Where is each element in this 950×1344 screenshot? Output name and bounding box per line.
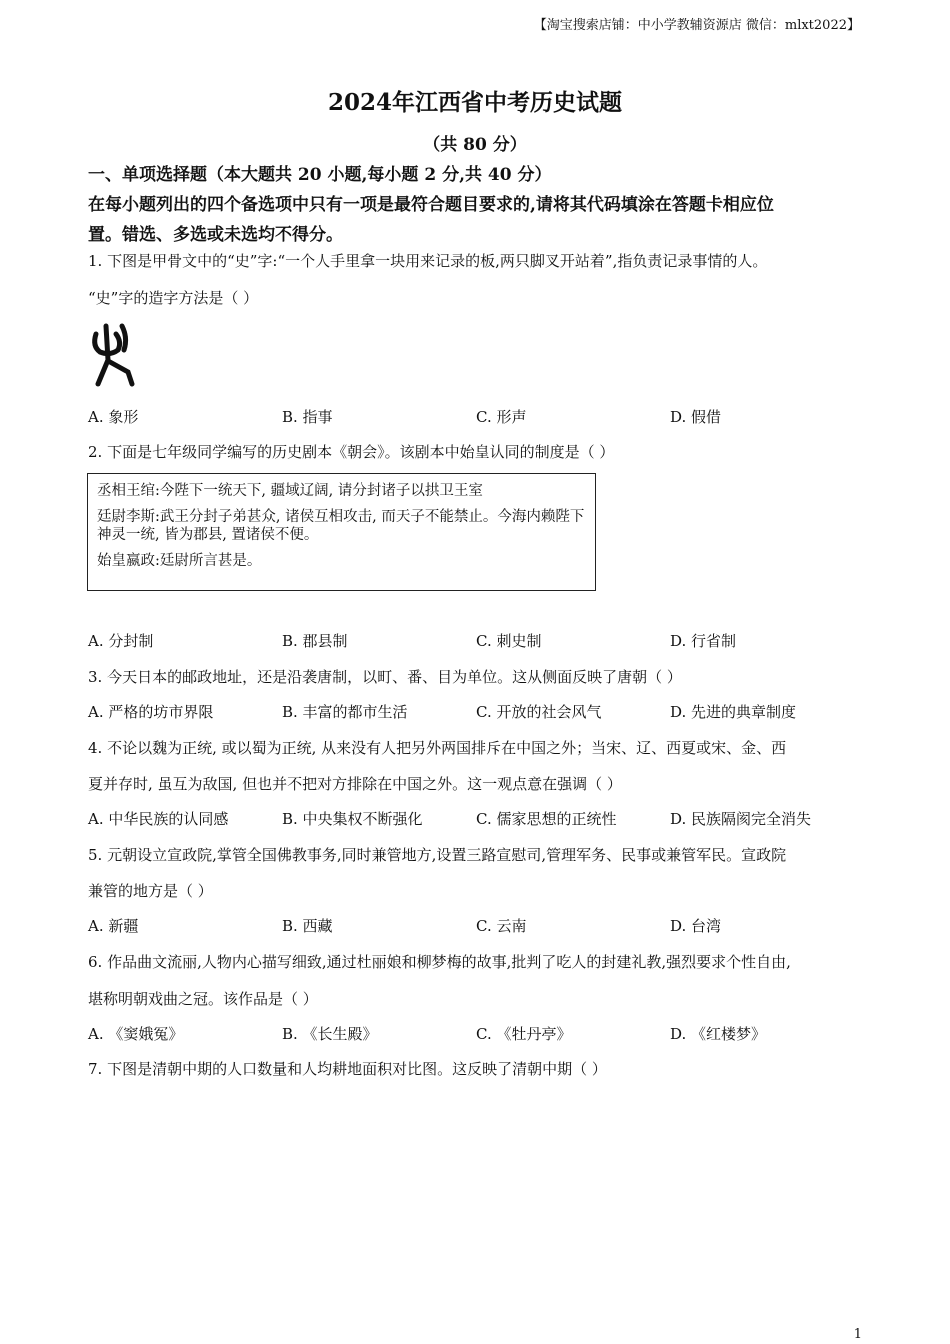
option-d[interactable]: D. 行省制 bbox=[670, 632, 737, 650]
option-b[interactable]: B. 郡县制 bbox=[282, 632, 348, 650]
header-note: 【淘宝搜索店铺：中小学教辅资源店 微信：mlxt2022】 bbox=[533, 18, 860, 33]
option-a[interactable]: A. 《窦娥冤》 bbox=[88, 1025, 184, 1043]
script-line-1: 丞相王绾:今陛下一统天下, 疆域辽阔, 请分封诸子以拱卫王室 bbox=[97, 483, 483, 499]
question-7-stem: 7. 下图是清朝中期的人口数量和人均耕地面积对比图。这反映了清朝中期（ ） bbox=[88, 1060, 607, 1078]
script-line-2: 廷尉李斯:武王分封子弟甚众, 诸侯互相攻击, 而天子不能禁止。今海内赖陛下神灵一统, 皆为郡县, 置诸侯不便。 bbox=[97, 509, 585, 544]
question-6-stem-line2: 堪称明朝戏曲之冠。该作品是（ ） bbox=[88, 990, 318, 1008]
option-c[interactable]: C. 开放的社会风气 bbox=[476, 703, 602, 721]
option-b[interactable]: B. 《长生殿》 bbox=[282, 1025, 378, 1043]
question-1-stem: 1. 下图是甲骨文中的“史”字:“一个人手里拿一块用来记录的板,两只脚叉开站着”,指负责记录事情的人。 bbox=[88, 252, 768, 270]
option-a[interactable]: A. 中华民族的认同感 bbox=[88, 810, 229, 828]
question-5-stem-line2: 兼管的地方是（ ） bbox=[88, 882, 213, 900]
option-a[interactable]: A. 象形 bbox=[88, 408, 139, 426]
question-6-stem: 6. 作品曲文流丽,人物内心描写细致,通过杜丽娘和柳梦梅的故事,批判了吃人的封建礼教,强烈要求个性自由, bbox=[88, 953, 791, 971]
question-4-stem: 4. 不论以魏为正统, 或以蜀为正统, 从来没有人把另外两国排斥在中国之外；当宋、辽、西夏或宋、金、西 bbox=[88, 739, 787, 757]
option-a[interactable]: A. 新疆 bbox=[88, 917, 139, 935]
option-d[interactable]: D. 民族隔阂完全消失 bbox=[670, 810, 812, 828]
script-line-3: 始皇嬴政:廷尉所言甚是。 bbox=[97, 553, 262, 570]
page-subtitle: （共 80 分） bbox=[423, 135, 527, 155]
option-b[interactable]: B. 丰富的都市生活 bbox=[282, 703, 408, 721]
option-d[interactable]: D. 《红楼梦》 bbox=[670, 1025, 767, 1043]
question-1-stem-line2: “史”字的造字方法是（ ） bbox=[88, 289, 259, 307]
question-2-stem: 2. 下面是七年级同学编写的历史剧本《朝会》。该剧本中始皇认同的制度是（ ） bbox=[88, 443, 615, 461]
option-a[interactable]: A. 严格的坊市界限 bbox=[88, 703, 214, 721]
section-instructions-line2: 置。错选、多选或未选均不得分。 bbox=[88, 225, 343, 245]
page-number: 1 bbox=[853, 1327, 862, 1342]
option-c[interactable]: C. 云南 bbox=[476, 917, 527, 935]
option-d[interactable]: D. 假借 bbox=[670, 408, 722, 426]
section-instructions-line1: 在每小题列出的四个备选项中只有一项是最符合题目要求的,请将其代码填涂在答题卡相应位 bbox=[88, 195, 774, 215]
option-b[interactable]: B. 西藏 bbox=[282, 917, 333, 935]
question-5-stem: 5. 元朝设立宣政院,掌管全国佛教事务,同时兼管地方,设置三路宣慰司,管理军务、民事或兼管军民。宣政院 bbox=[88, 846, 787, 864]
option-b[interactable]: B. 中央集权不断强化 bbox=[282, 810, 423, 828]
option-c[interactable]: C. 儒家思想的正统性 bbox=[476, 810, 617, 828]
option-d[interactable]: D. 先进的典章制度 bbox=[670, 703, 797, 721]
question-4-stem-line2: 夏并存时, 虽互为敌国, 但也并不把对方排除在中国之外。这一观点意在强调（ ） bbox=[88, 775, 622, 793]
section-heading: 一、单项选择题（本大题共 20 小题,每小题 2 分,共 40 分） bbox=[88, 165, 552, 185]
option-c[interactable]: C. 刺史制 bbox=[476, 632, 542, 650]
oracle-bone-shi-glyph bbox=[88, 320, 138, 390]
option-c[interactable]: C. 《牡丹亭》 bbox=[476, 1025, 572, 1043]
option-a[interactable]: A. 分封制 bbox=[88, 632, 154, 650]
option-c[interactable]: C. 形声 bbox=[476, 408, 527, 426]
option-b[interactable]: B. 指事 bbox=[282, 408, 333, 426]
option-d[interactable]: D. 台湾 bbox=[670, 917, 722, 935]
page-title: 2024年江西省中考历史试题 bbox=[327, 89, 622, 116]
question-3-stem: 3. 今天日本的邮政地址，还是沿袭唐制，以町、番、目为单位。这从侧面反映了唐朝（ ） bbox=[88, 668, 682, 686]
script-box bbox=[87, 473, 596, 591]
